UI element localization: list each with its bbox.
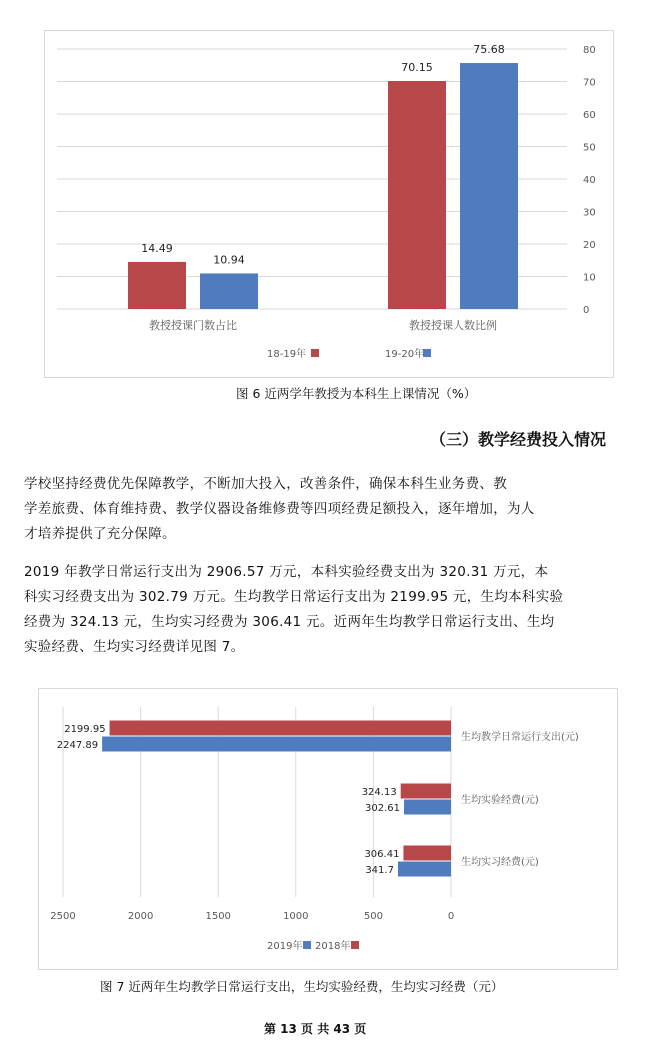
bar-value-label: 302.61 xyxy=(365,803,401,814)
bar-2018年-1 xyxy=(401,784,451,799)
bar-value-label: 341.7 xyxy=(365,865,394,876)
figure-6-caption: 图 6 近两学年教授为本科生上课情况（%） xyxy=(236,386,477,401)
y-tick-label-5: 50 xyxy=(583,142,596,154)
figure-7-bar-chart xyxy=(39,689,617,969)
bar-value-label: 75.68 xyxy=(473,43,505,57)
y-tick-label-0: 0 xyxy=(583,305,590,316)
x-tick-label-2: 1000 xyxy=(283,911,309,922)
bar-value-label: 306.41 xyxy=(364,849,400,860)
bar-19-20年-1 xyxy=(200,273,258,309)
y-category-label-1: 生均实验经费(元) xyxy=(461,795,539,806)
y-tick-label-6: 60 xyxy=(583,110,596,121)
figure-7-caption: 图 7 近两年生均教学日常运行支出，生均实验经费，生均实习经费（元） xyxy=(100,979,504,994)
paragraph-1-line-1: 学校坚持经费优先保障教学，不断加大投入，改善条件，确保本科生业务费、教 xyxy=(24,476,507,492)
paragraph-1-line-2: 学差旅费、体育维持费、教学仪器设备维修费等四项经费足额投入，逐年增加，为人 xyxy=(24,501,535,517)
bar-2018年-2 xyxy=(403,846,451,861)
page-footer: 第 13 页 共 43 页 xyxy=(264,1022,367,1036)
legend-swatch-red xyxy=(311,349,319,357)
bar-value-label: 10.94 xyxy=(213,253,245,267)
y-category-label-2: 生均实习经费(元) xyxy=(461,857,539,868)
figure-6-chart-frame xyxy=(44,30,614,378)
bar-value-label: 324.13 xyxy=(361,787,397,798)
x-tick-label-1: 500 xyxy=(363,911,383,922)
figure-6-bar-chart xyxy=(45,31,613,377)
legend-swatch-blue xyxy=(423,349,431,357)
y-tick-label-3: 30 xyxy=(583,207,596,219)
x-category-label-0: 教授授课人数比例 xyxy=(409,319,497,332)
bar-2019年-1 xyxy=(404,800,451,815)
x-tick-label-5: 2500 xyxy=(50,911,76,922)
y-tick-label-1: 10 xyxy=(583,272,596,284)
y-tick-label-7: 70 xyxy=(583,77,596,89)
bar-value-label: 70.15 xyxy=(401,61,433,75)
paragraph-2-line-1: 2019 年教学日常运行支出为 2906.57 万元，本科实验经费支出为 320.31 万元，本 xyxy=(24,564,549,580)
bar-18-19年-0 xyxy=(388,81,446,309)
legend-label-blue: 2019年 xyxy=(267,941,303,952)
section-heading: （三）教学经费投入情况 xyxy=(430,430,607,449)
legend-swatch-red xyxy=(351,941,359,949)
bar-2019年-2 xyxy=(398,862,451,877)
y-tick-label-4: 40 xyxy=(583,175,596,186)
y-tick-label-2: 20 xyxy=(583,240,596,251)
bar-value-label: 2247.89 xyxy=(56,740,99,751)
x-tick-label-3: 1500 xyxy=(205,911,231,922)
legend-label-blue: 19-20年 xyxy=(385,349,425,360)
paragraph-2-line-2: 科实习经费支出为 302.79 万元。生均教学日常运行支出为 2199.95 元，生均本科实验 xyxy=(24,589,564,605)
figure-7-chart-frame xyxy=(38,688,618,970)
x-category-label-1: 教授授课门数占比 xyxy=(149,319,237,332)
bar-2018年-0 xyxy=(110,721,451,736)
paragraph-2-line-4: 实验经费、生均实习经费详见图 7。 xyxy=(24,639,245,655)
legend-label-red: 18-19年 xyxy=(267,349,307,360)
x-tick-label-4: 2000 xyxy=(127,911,154,922)
bar-value-label: 2199.95 xyxy=(64,724,106,735)
y-tick-label-8: 80 xyxy=(583,45,596,56)
bar-value-label: 14.49 xyxy=(141,241,173,255)
y-category-label-0: 生均教学日常运行支出(元) xyxy=(461,732,579,743)
legend-swatch-blue xyxy=(303,941,311,949)
bar-2019年-0 xyxy=(102,737,451,752)
x-tick-label-0: 0 xyxy=(447,911,455,922)
bar-19-20年-0 xyxy=(460,63,518,309)
legend-label-red: 2018年 xyxy=(315,941,351,952)
paragraph-1-line-3: 才培养提供了充分保障。 xyxy=(24,526,176,542)
bar-18-19年-1 xyxy=(128,262,186,309)
paragraph-2-line-3: 经费为 324.13 元，生均实习经费为 306.41 元。近两年生均教学日常运行支出、生均 xyxy=(24,614,555,630)
